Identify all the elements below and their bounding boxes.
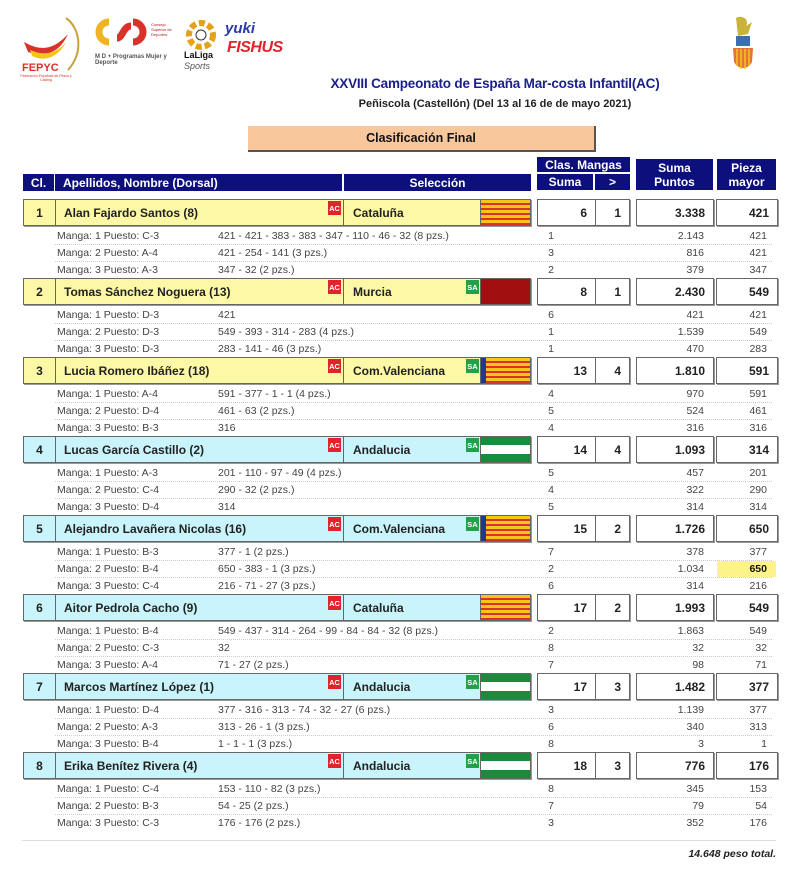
sa-badge: SA xyxy=(466,280,479,294)
suma-cell: 18 xyxy=(537,752,596,779)
manga-puntos: 316 xyxy=(686,422,704,434)
manga-clas: 4 xyxy=(548,388,554,400)
rank-cell: 7 xyxy=(24,674,56,699)
category-badge: AC xyxy=(328,754,341,768)
rank-cell: 2 xyxy=(24,279,56,304)
manga-puntos: 421 xyxy=(686,309,704,321)
footer-divider xyxy=(22,840,776,841)
section-title: Clasificación Final xyxy=(248,126,596,152)
manga-pieza-mayor: 201 xyxy=(749,467,767,479)
rank-cell: 3 xyxy=(24,358,56,383)
manga-label: Manga: 2 Puesto: C-3 xyxy=(57,642,160,654)
manga-piezas: 290 - 32 (2 pzs.) xyxy=(218,484,295,496)
manga-clas: 6 xyxy=(548,309,554,321)
manga-piezas: 216 - 71 - 27 (3 pzs.) xyxy=(218,580,316,592)
manga-puntos: 314 xyxy=(686,580,704,592)
manga-label: Manga: 3 Puesto: C-3 xyxy=(57,817,160,829)
column-header-suma: Suma xyxy=(537,174,593,190)
manga-clas: 8 xyxy=(548,783,554,795)
manga-label: Manga: 3 Puesto: A-3 xyxy=(57,264,158,276)
manga-puntos: 378 xyxy=(686,546,704,558)
laliga-text: LaLiga xyxy=(184,50,214,60)
manga-label: Manga: 3 Puesto: B-3 xyxy=(57,422,159,434)
competitor-row xyxy=(23,278,531,305)
manga-puntos: 340 xyxy=(686,721,704,733)
manga-piezas: 32 xyxy=(218,642,230,654)
manga-label: Manga: 2 Puesto: A-3 xyxy=(57,721,158,733)
manga-puntos: 322 xyxy=(686,484,704,496)
manga-label: Manga: 3 Puesto: B-4 xyxy=(57,738,159,750)
manga-piezas: 591 - 377 - 1 - 1 (4 pzs.) xyxy=(218,388,331,400)
manga-puntos: 816 xyxy=(686,247,704,259)
manga-pieza-mayor: 1 xyxy=(761,738,767,750)
manga-piezas: 201 - 110 - 97 - 49 (4 pzs.) xyxy=(218,467,342,479)
yuki-fishus-logo xyxy=(225,20,325,62)
seleccion-name: Andalucia xyxy=(353,679,411,694)
manga-clas: 3 xyxy=(548,247,554,259)
manga-clas: 2 xyxy=(548,625,554,637)
name-cell xyxy=(56,595,344,620)
sa-badge: SA xyxy=(466,359,479,373)
seleccion-name: Andalucia xyxy=(353,442,411,457)
manga-clas: 4 xyxy=(548,422,554,434)
pieza-mayor-cell: 549 xyxy=(716,594,778,621)
manga-pieza-mayor: 71 xyxy=(755,659,767,671)
competitor-name: Alejandro Lavañera Nicolas (16) xyxy=(64,521,247,536)
manga-piezas: 176 - 176 (2 pzs.) xyxy=(218,817,301,829)
laliga-sports-text: Sports xyxy=(184,61,211,71)
manga-pieza-mayor: 421 xyxy=(749,247,767,259)
manga-puntos: 352 xyxy=(686,817,704,829)
manga-label: Manga: 1 Puesto: B-4 xyxy=(57,625,159,637)
category-badge: AC xyxy=(328,596,341,610)
valencia-flag-icon xyxy=(480,358,530,383)
manga-clas: 1 xyxy=(548,326,554,338)
category-badge: AC xyxy=(328,280,341,294)
category-badge: AC xyxy=(328,201,341,215)
competitor-name: Alan Fajardo Santos (8) xyxy=(64,205,199,220)
seleccion-cell xyxy=(344,437,530,462)
valencia-crest-logo xyxy=(728,14,756,72)
column-header-cl: Cl. xyxy=(23,174,54,191)
competitor-row xyxy=(23,357,531,384)
manga-label: Manga: 1 Puesto: D-3 xyxy=(57,309,160,321)
yuki-text: yuki xyxy=(225,20,256,37)
manga-piezas: 283 - 141 - 46 (3 pzs.) xyxy=(218,343,322,355)
manga-puntos: 345 xyxy=(686,783,704,795)
manga-puntos: 457 xyxy=(686,467,704,479)
gt-cell: 2 xyxy=(595,515,630,542)
manga-label: Manga: 1 Puesto: C-3 xyxy=(57,230,160,242)
valencia-flag-icon xyxy=(480,516,530,541)
manga-piezas: 71 - 27 (2 pzs.) xyxy=(218,659,289,671)
manga-label: Manga: 2 Puesto: D-3 xyxy=(57,326,160,338)
seleccion-cell xyxy=(344,595,530,620)
competitor-row xyxy=(23,594,531,621)
column-header-suma-puntos-line2: Puntos xyxy=(654,174,695,189)
sa-badge: SA xyxy=(466,517,479,531)
rank-cell: 1 xyxy=(24,200,56,225)
pieza-mayor-cell: 176 xyxy=(716,752,778,779)
manga-pieza-mayor: 549 xyxy=(749,625,767,637)
competitor-row xyxy=(23,199,531,226)
total-weight: 14.648 peso total. xyxy=(688,848,776,860)
manga-puntos: 1.034 xyxy=(677,563,704,575)
competitor-row xyxy=(23,752,531,779)
name-cell xyxy=(56,200,344,225)
manga-puntos: 379 xyxy=(686,264,704,276)
column-header-pieza-line2: mayor xyxy=(728,174,765,189)
manga-pieza-mayor: 314 xyxy=(749,501,767,513)
csd-text: Consejo Superior de Deportes xyxy=(151,22,172,37)
sa-badge: SA xyxy=(466,438,479,452)
seleccion-name: Cataluña xyxy=(353,600,404,615)
manga-clas: 2 xyxy=(548,563,554,575)
competitor-row xyxy=(23,673,531,700)
manga-label: Manga: 3 Puesto: A-4 xyxy=(57,659,158,671)
manga-puntos: 1.139 xyxy=(677,704,704,716)
seleccion-cell xyxy=(344,516,530,541)
csd-logo xyxy=(95,18,183,76)
gt-cell: 4 xyxy=(595,436,630,463)
manga-clas: 1 xyxy=(548,343,554,355)
suma-puntos-cell: 1.993 xyxy=(636,594,714,621)
competitor-name: Aitor Pedrola Cacho (9) xyxy=(64,600,198,615)
manga-clas: 6 xyxy=(548,580,554,592)
manga-clas: 8 xyxy=(548,738,554,750)
manga-pieza-mayor: 32 xyxy=(755,642,767,654)
andalucia-flag-icon xyxy=(480,753,530,778)
manga-puntos: 79 xyxy=(692,800,704,812)
manga-piezas: 314 xyxy=(218,501,236,513)
manga-puntos: 98 xyxy=(692,659,704,671)
fepyc-text: FEPYC xyxy=(22,62,59,74)
manga-pieza-mayor: 313 xyxy=(749,721,767,733)
seleccion-name: Cataluña xyxy=(353,205,404,220)
competitor-row xyxy=(23,436,531,463)
gt-cell: 4 xyxy=(595,357,630,384)
manga-pieza-mayor: 216 xyxy=(749,580,767,592)
competitor-name: Erika Benítez Rivera (4) xyxy=(64,758,198,773)
gt-cell: 3 xyxy=(595,752,630,779)
gt-cell: 3 xyxy=(595,673,630,700)
rank-cell: 5 xyxy=(24,516,56,541)
pieza-mayor-cell: 377 xyxy=(716,673,778,700)
manga-pieza-mayor: 316 xyxy=(749,422,767,434)
manga-pieza-mayor: 347 xyxy=(749,264,767,276)
suma-cell: 14 xyxy=(537,436,596,463)
suma-cell: 6 xyxy=(537,199,596,226)
manga-piezas: 549 - 437 - 314 - 264 - 99 - 84 - 84 - 32 (8 pzs.) xyxy=(218,625,439,637)
manga-clas: 3 xyxy=(548,817,554,829)
manga-puntos: 1.539 xyxy=(677,326,704,338)
manga-label: Manga: 2 Puesto: B-4 xyxy=(57,563,159,575)
competitor-name: Lucas García Castillo (2) xyxy=(64,442,205,457)
gt-cell: 1 xyxy=(595,278,630,305)
manga-piezas: 1 - 1 - 1 (3 pzs.) xyxy=(218,738,293,750)
seleccion-name: Andalucia xyxy=(353,758,411,773)
category-badge: AC xyxy=(328,359,341,373)
column-header-name: Apellidos, Nombre (Dorsal) xyxy=(55,174,342,191)
manga-clas: 5 xyxy=(548,467,554,479)
fepyc-subtext: Federación Española de Pesca y Casting xyxy=(20,74,72,82)
seleccion-name: Com.Valenciana xyxy=(353,363,446,378)
rank-cell: 8 xyxy=(24,753,56,778)
manga-label: Manga: 2 Puesto: A-4 xyxy=(57,247,158,259)
manga-clas: 5 xyxy=(548,405,554,417)
manga-piezas: 421 - 254 - 141 (3 pzs.) xyxy=(218,247,328,259)
competitor-name: Lucia Romero Ibáñez (18) xyxy=(64,363,210,378)
category-badge: AC xyxy=(328,675,341,689)
manga-puntos: 970 xyxy=(686,388,704,400)
pieza-mayor-cell: 549 xyxy=(716,278,778,305)
manga-puntos: 470 xyxy=(686,343,704,355)
sa-badge: SA xyxy=(466,754,479,768)
name-cell xyxy=(56,674,344,699)
sa-badge: SA xyxy=(466,675,479,689)
manga-pieza-mayor: 153 xyxy=(749,783,767,795)
manga-pieza-mayor: 377 xyxy=(749,546,767,558)
pieza-mayor-cell: 314 xyxy=(716,436,778,463)
manga-pieza-mayor: 290 xyxy=(749,484,767,496)
manga-clas: 3 xyxy=(548,704,554,716)
cataluna-flag-icon xyxy=(480,595,530,620)
competitor-row xyxy=(23,515,531,542)
manga-label: Manga: 1 Puesto: C-4 xyxy=(57,783,160,795)
manga-puntos: 314 xyxy=(686,501,704,513)
manga-puntos: 1.863 xyxy=(677,625,704,637)
manga-clas: 7 xyxy=(548,546,554,558)
column-header-seleccion: Selección xyxy=(344,174,531,191)
manga-piezas: 421 xyxy=(218,309,236,321)
category-badge: AC xyxy=(328,438,341,452)
manga-label: Manga: 3 Puesto: C-4 xyxy=(57,580,160,592)
pieza-mayor-cell: 650 xyxy=(716,515,778,542)
manga-piezas: 461 - 63 (2 pzs.) xyxy=(218,405,295,417)
manga-clas: 5 xyxy=(548,501,554,513)
manga-piezas: 549 - 393 - 314 - 283 (4 pzs.) xyxy=(218,326,354,338)
manga-puntos: 32 xyxy=(692,642,704,654)
name-cell xyxy=(56,279,344,304)
suma-cell: 17 xyxy=(537,594,596,621)
column-header-pieza-mayor xyxy=(717,159,776,190)
suma-puntos-cell: 1.726 xyxy=(636,515,714,542)
manga-piezas: 377 - 316 - 313 - 74 - 32 - 27 (6 pzs.) xyxy=(218,704,391,716)
manga-label: Manga: 1 Puesto: B-3 xyxy=(57,546,159,558)
seleccion-name: Com.Valenciana xyxy=(353,521,446,536)
seleccion-name: Murcia xyxy=(353,284,392,299)
column-header-gt: > xyxy=(595,174,630,190)
seleccion-cell xyxy=(344,753,530,778)
suma-cell: 17 xyxy=(537,673,596,700)
seleccion-cell xyxy=(344,200,530,225)
manga-piezas: 421 - 421 - 383 - 383 - 347 - 110 - 46 - 32 (8 pzs.) xyxy=(218,230,449,242)
manga-label: Manga: 1 Puesto: A-4 xyxy=(57,388,158,400)
manga-label: Manga: 3 Puesto: D-3 xyxy=(57,343,160,355)
manga-piezas: 153 - 110 - 82 (3 pzs.) xyxy=(218,783,321,795)
manga-label: Manga: 2 Puesto: C-4 xyxy=(57,484,160,496)
manga-label: Manga: 2 Puesto: D-4 xyxy=(57,405,160,417)
rank-cell: 6 xyxy=(24,595,56,620)
rank-cell: 4 xyxy=(24,437,56,462)
manga-pieza-mayor: 283 xyxy=(749,343,767,355)
column-header-suma-puntos-line1: Suma xyxy=(658,160,691,175)
manga-pieza-mayor: 549 xyxy=(749,326,767,338)
competitor-name: Tomas Sánchez Noguera (13) xyxy=(64,284,231,299)
suma-puntos-cell: 1.482 xyxy=(636,673,714,700)
manga-label: Manga: 1 Puesto: D-4 xyxy=(57,704,160,716)
andalucia-flag-icon xyxy=(480,437,530,462)
column-header-clas-mangas: Clas. Mangas xyxy=(537,157,630,172)
suma-puntos-cell: 776 xyxy=(636,752,714,779)
murcia-flag-icon xyxy=(480,279,530,304)
manga-piezas: 650 - 383 - 1 (3 pzs.) xyxy=(218,563,316,575)
andalucia-flag-icon xyxy=(480,674,530,699)
name-cell xyxy=(56,358,344,383)
laliga-logo xyxy=(184,20,218,76)
manga-clas: 4 xyxy=(548,484,554,496)
suma-puntos-cell: 2.430 xyxy=(636,278,714,305)
name-cell xyxy=(56,437,344,462)
manga-pieza-mayor: 591 xyxy=(749,388,767,400)
manga-pieza-mayor: 421 xyxy=(749,230,767,242)
gt-cell: 1 xyxy=(595,199,630,226)
suma-puntos-cell: 1.810 xyxy=(636,357,714,384)
manga-pieza-mayor: 176 xyxy=(749,817,767,829)
pieza-mayor-cell: 591 xyxy=(716,357,778,384)
category-badge: AC xyxy=(328,517,341,531)
manga-clas: 7 xyxy=(548,800,554,812)
suma-cell: 13 xyxy=(537,357,596,384)
manga-label: Manga: 3 Puesto: D-4 xyxy=(57,501,160,513)
manga-piezas: 316 xyxy=(218,422,236,434)
cataluna-flag-icon xyxy=(480,200,530,225)
manga-piezas: 54 - 25 (2 pzs.) xyxy=(218,800,289,812)
column-header-suma-puntos xyxy=(636,159,713,190)
suma-cell: 8 xyxy=(537,278,596,305)
manga-label: Manga: 1 Puesto: A-3 xyxy=(57,467,158,479)
seleccion-cell xyxy=(344,358,530,383)
fishus-text: FISHUS xyxy=(227,39,283,56)
suma-puntos-cell: 1.093 xyxy=(636,436,714,463)
manga-clas: 1 xyxy=(548,230,554,242)
pieza-mayor-cell: 421 xyxy=(716,199,778,226)
manga-clas: 8 xyxy=(548,642,554,654)
manga-pieza-mayor: 461 xyxy=(749,405,767,417)
manga-pieza-mayor: 54 xyxy=(755,800,767,812)
page-subtitle: Peñiscola (Castellón) (Del 13 al 16 de de mayo 2021) xyxy=(358,98,632,110)
manga-clas: 2 xyxy=(548,264,554,276)
manga-label: Manga: 2 Puesto: B-3 xyxy=(57,800,159,812)
manga-clas: 7 xyxy=(548,659,554,671)
name-cell xyxy=(56,753,344,778)
manga-clas: 6 xyxy=(548,721,554,733)
seleccion-cell xyxy=(344,279,530,304)
name-cell xyxy=(56,516,344,541)
page-title: XXVIII Campeonato de España Mar-costa Infantil(AC) xyxy=(330,76,660,91)
suma-puntos-cell: 3.338 xyxy=(636,199,714,226)
manga-puntos: 2.143 xyxy=(677,230,704,242)
manga-pieza-mayor: 421 xyxy=(749,309,767,321)
manga-pieza-mayor: 650 xyxy=(717,561,767,577)
manga-pieza-mayor: 377 xyxy=(749,704,767,716)
gt-cell: 2 xyxy=(595,594,630,621)
manga-puntos: 524 xyxy=(686,405,704,417)
manga-piezas: 313 - 26 - 1 (3 pzs.) xyxy=(218,721,310,733)
manga-piezas: 347 - 32 (2 pzs.) xyxy=(218,264,295,276)
suma-cell: 15 xyxy=(537,515,596,542)
manga-piezas: 377 - 1 (2 pzs.) xyxy=(218,546,289,558)
seleccion-cell xyxy=(344,674,530,699)
fepyc-logo xyxy=(18,12,88,82)
column-header-pieza-line1: Pieza xyxy=(731,160,762,175)
mujer-deporte-text: M D + Programas Mujer y Deporte xyxy=(95,54,167,66)
competitor-name: Marcos Martínez López (1) xyxy=(64,679,215,694)
manga-puntos: 3 xyxy=(698,738,704,750)
